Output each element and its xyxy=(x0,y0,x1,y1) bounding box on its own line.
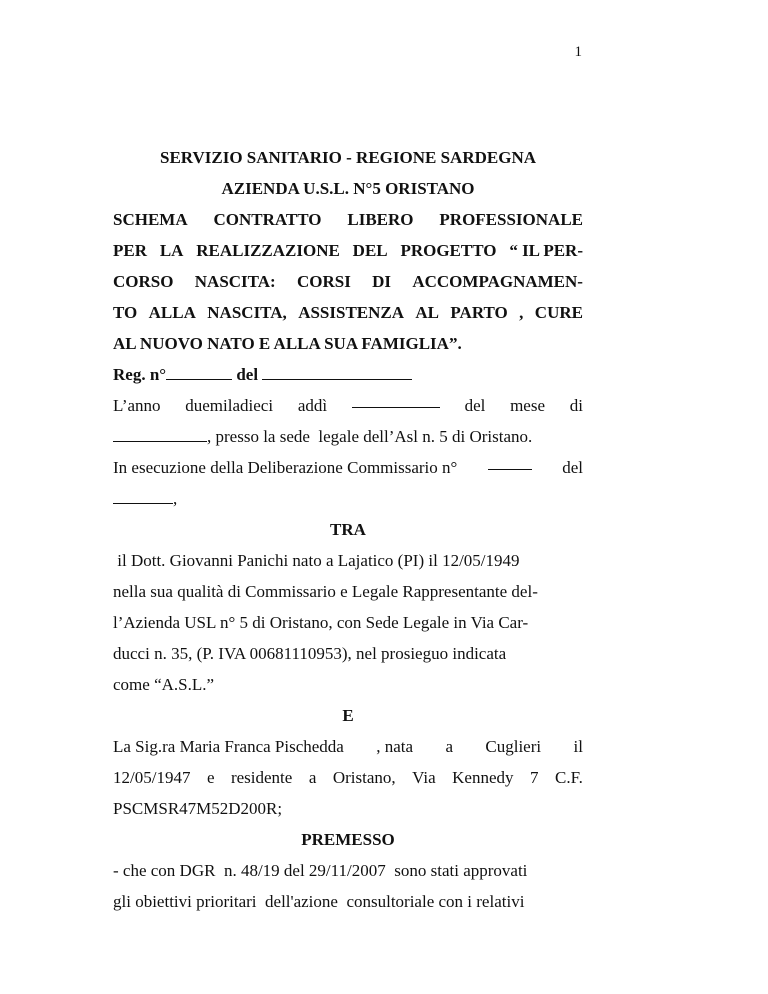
registration-line: Reg. n° del xyxy=(113,359,583,390)
party1-line-4: ducci n. 35, (P. IVA 00681110953), nel prosieguo indicata xyxy=(113,644,507,663)
header-line-1: SERVIZIO SANITARIO - REGIONE SARDEGNA xyxy=(160,148,536,167)
title-line-2: PER LA REALIZZAZIONE DEL PROGETTO “ IL PER- xyxy=(113,241,583,260)
party2-line-1: La Sig.ra Maria Franca Pischedda , nata a Cuglieri il xyxy=(113,737,583,756)
title-line-4: TO ALLA NASCITA, ASSISTENZA AL PARTO , CURE xyxy=(113,303,583,322)
page-number: 1 xyxy=(574,44,582,60)
day-blank xyxy=(352,390,440,408)
party1-line-3: l’Azienda USL n° 5 di Oristano, con Sede Legale in Via Car- xyxy=(113,613,529,632)
reg-date-blank xyxy=(262,362,412,380)
reg-number-blank xyxy=(166,362,232,380)
party1-line-2: nella sua qualità di Commissario e Legale Rappresentante del- xyxy=(113,582,538,601)
deliberation-date-blank xyxy=(113,486,173,504)
intro-line-4: , xyxy=(113,483,583,514)
tra-heading: TRA xyxy=(330,520,366,539)
premesso-line-2: gli obiettivi prioritari dell'azione consultoriale con i relativi xyxy=(113,892,525,911)
intro-line-1: L’anno duemiladieci addì del mese di xyxy=(113,390,583,421)
premesso-line-1: - che con DGR n. 48/19 del 29/11/2007 sono stati approvati xyxy=(113,861,528,880)
document-body xyxy=(113,142,583,917)
intro-line-2: , presso la sede legale dell’Asl n. 5 di Oristano. xyxy=(113,421,583,452)
header-line-2: AZIENDA U.S.L. N°5 ORISTANO xyxy=(221,179,475,198)
premesso-heading: PREMESSO xyxy=(301,830,395,849)
party2-line-2: 12/05/1947 e residente a Oristano, Via Kennedy 7 C.F. xyxy=(113,768,583,787)
deliberation-number-blank xyxy=(488,452,532,470)
party2-line-3: PSCMSR47M52D200R; xyxy=(113,799,283,818)
title-line-1: SCHEMA CONTRATTO LIBERO PROFESSIONALE xyxy=(113,210,583,229)
title-line-3: CORSO NASCITA: CORSI DI ACCOMPAGNAMEN- xyxy=(113,272,583,291)
month-blank xyxy=(113,424,207,442)
title-line-5: AL NUOVO NATO E ALLA SUA FAMIGLIA”. xyxy=(113,334,462,353)
party1-line-5: come “A.S.L.” xyxy=(113,675,215,694)
party1-line-1: il Dott. Giovanni Panichi nato a Lajatico (PI) il 12/05/1949 xyxy=(113,551,520,570)
intro-line-3: In esecuzione della Deliberazione Commissario n° del xyxy=(113,452,583,483)
e-heading: E xyxy=(342,706,354,725)
